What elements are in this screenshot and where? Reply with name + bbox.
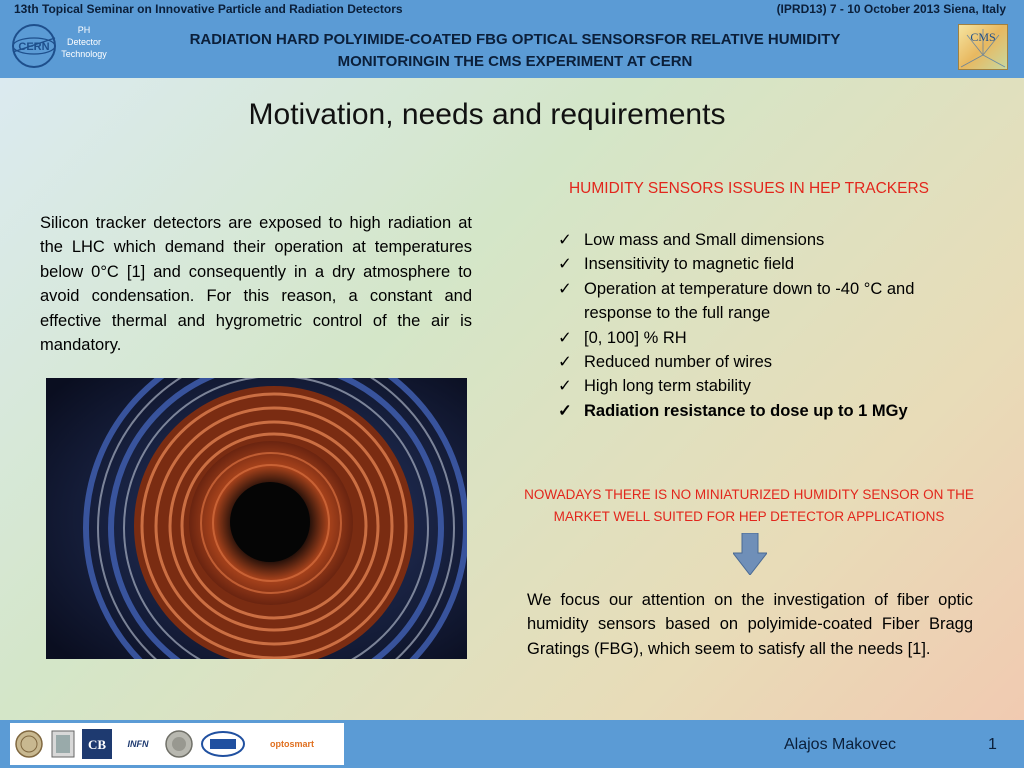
requirements-list bbox=[558, 228, 958, 423]
list-item bbox=[558, 326, 958, 350]
checkmark-icon: ✓ bbox=[558, 328, 572, 347]
conference-name: 13th Topical Seminar on Innovative Particle and Radiation Detectors bbox=[14, 2, 403, 16]
optosmart-logo-text: optosmart bbox=[269, 739, 314, 749]
requirement-text: Reduced number of wires bbox=[584, 353, 773, 372]
institute-logo-icon bbox=[50, 729, 76, 759]
conference-date-location: (IPRD13) 7 - 10 October 2013 Siena, Italy bbox=[776, 2, 1006, 16]
issues-heading: HUMIDITY SENSORS ISSUES IN HEP TRACKERS bbox=[568, 180, 930, 197]
list-item bbox=[558, 277, 958, 326]
market-warning: NOWADAYS THERE IS NO MINIATURIZED HUMIDITY SENSOR ON THE MARKET WELL SUITED FOR HEP DETECTOR APPLICATIONS bbox=[524, 487, 974, 524]
cms-logo-text: CMS bbox=[970, 30, 996, 44]
svg-text:CB: CB bbox=[87, 737, 107, 752]
checkmark-icon: ✓ bbox=[558, 255, 572, 274]
list-item bbox=[558, 252, 958, 276]
university-seal-icon bbox=[14, 729, 44, 759]
motivation-paragraph: Silicon tracker detectors are exposed to high radiation at the LHC which demand their operation at temperatures below 0°C [1] and consequently in a dry atmosphere to avoid condensation. For this reason, a constant and effective thermal and hygrometric control of the air is mandatory. bbox=[40, 214, 472, 355]
slide-title: Motivation, needs and requirements bbox=[248, 98, 726, 131]
footer-bar bbox=[0, 720, 1024, 768]
lab-logo-icon bbox=[200, 729, 246, 759]
list-item bbox=[558, 374, 958, 398]
page-number: 1 bbox=[988, 736, 997, 753]
cms-tracker-photo bbox=[46, 378, 467, 659]
cern-logo-text: CERN bbox=[18, 41, 50, 53]
group-label-line: Detector bbox=[66, 37, 101, 47]
presentation-title-line: MONITORINGIN THE CMS EXPERIMENT AT CERN bbox=[337, 53, 693, 70]
requirement-text: Low mass and Small dimensions bbox=[584, 231, 825, 249]
cb-logo-icon bbox=[82, 729, 112, 759]
requirement-text: Radiation resistance to dose up to 1 MGy bbox=[584, 401, 908, 420]
cms-logo-icon bbox=[958, 24, 1008, 70]
checkmark-icon: ✓ bbox=[558, 377, 572, 396]
checkmark-icon: ✓ bbox=[558, 401, 572, 420]
group-label bbox=[56, 24, 112, 60]
infn-logo-text: INFN bbox=[127, 739, 149, 749]
optosmart-logo bbox=[252, 729, 332, 759]
arrow-down-icon bbox=[733, 533, 767, 575]
checkmark-icon: ✓ bbox=[558, 279, 572, 298]
list-item bbox=[558, 399, 958, 423]
list-item bbox=[558, 350, 958, 374]
medal-seal-icon bbox=[164, 729, 194, 759]
infn-logo bbox=[118, 729, 158, 759]
checkmark-icon: ✓ bbox=[558, 353, 572, 372]
header-bar bbox=[0, 0, 1024, 78]
presentation-title-line: RADIATION HARD POLYIMIDE-COATED FBG OPTICAL SENSORSFOR RELATIVE HUMIDITY bbox=[189, 31, 841, 48]
requirement-text: High long term stability bbox=[584, 377, 751, 396]
requirement-text: Operation at temperature down to -40 °C and response to the full range bbox=[584, 279, 915, 323]
list-item bbox=[558, 228, 958, 252]
requirement-text: [0, 100] % RH bbox=[584, 328, 687, 347]
author-name: Alajos Makovec bbox=[784, 736, 897, 753]
checkmark-icon: ✓ bbox=[558, 231, 572, 249]
group-label-line: Technology bbox=[61, 49, 107, 59]
focus-paragraph: We focus our attention on the investigation of fiber optic humidity sensors based on polyimide-coated Fiber Bragg Gratings (FBG), which seem to satisfy all the needs [1]. bbox=[527, 591, 973, 658]
cern-logo-icon bbox=[10, 22, 58, 70]
group-label-line: PH bbox=[77, 25, 91, 35]
requirement-text: Insensitivity to magnetic field bbox=[584, 255, 795, 274]
presentation-title bbox=[130, 29, 900, 73]
partner-logos bbox=[10, 723, 344, 765]
